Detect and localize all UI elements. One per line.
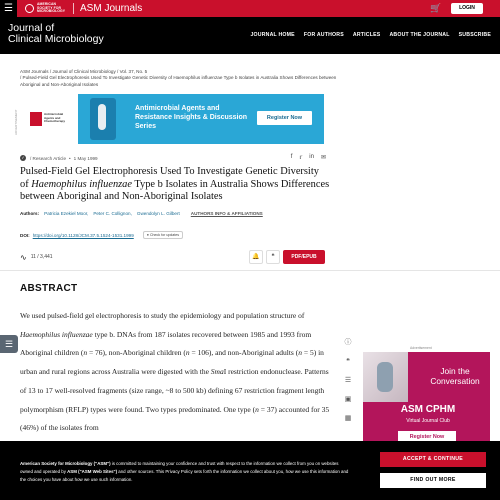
ad-journal-logo — [20, 94, 78, 144]
abstract-n: n — [255, 404, 259, 414]
nav-for-authors[interactable]: FOR AUTHORS — [303, 32, 344, 38]
article-date: 1 May 1999 — [73, 155, 98, 161]
check-for-updates-button[interactable]: ● Check for updates — [143, 231, 183, 239]
title-part2: Type b Isolates in Australia Shows Differences between Aboriginal and Non-Aboriginal Isolates — [20, 178, 330, 203]
section-divider — [0, 270, 500, 271]
article-meta — [20, 154, 326, 162]
side-ad-register-button[interactable]: Register Now — [398, 431, 456, 442]
check-circle-icon: ✓ — [21, 155, 25, 160]
journal-header — [0, 17, 500, 54]
article-title — [20, 166, 330, 204]
cookie-t2: and other sources. This Privacy Policy sets forth the information we collect about you, how we use this information and the choices you have about how we use such information. — [20, 469, 349, 482]
side-ad-subtitle: Virtual Journal Club — [406, 418, 450, 424]
quote-icon[interactable]: ❝ — [346, 358, 350, 365]
authors-label: Authors: — [20, 211, 40, 216]
cookie-banner — [0, 441, 500, 500]
login-button[interactable]: LOGIN — [451, 3, 483, 14]
asm-journals-link[interactable]: ASM Journals — [80, 3, 143, 14]
aac-logo-mark — [30, 112, 42, 126]
list-toggle-icon[interactable]: ☰ — [0, 335, 18, 353]
advertisement-label: Advertisement — [410, 346, 432, 350]
abstract-n: n — [298, 348, 302, 358]
abstract-n: n — [185, 348, 190, 358]
list-icon[interactable]: ☰ — [344, 377, 352, 384]
citation-metrics[interactable]: 11 / 3,441 — [30, 254, 53, 260]
author-link[interactable]: Gwendolyn L. Gilbert — [136, 211, 180, 216]
title-organism: Haemophilus influenzae — [31, 178, 132, 190]
side-ad[interactable] — [363, 352, 490, 442]
twitter-icon[interactable]: 𝕣 — [299, 155, 303, 161]
share-icons — [291, 154, 326, 161]
nav-subscribe[interactable]: SUBSCRIBE — [458, 32, 491, 38]
authors-row — [20, 211, 350, 216]
asm-logo[interactable] — [25, 3, 67, 14]
journal-title-line2: Clinical Microbiology — [8, 33, 104, 45]
breadcrumb — [20, 69, 340, 88]
cookie-t1: is committed to maintaining your confidence and trust with respect to the information we collect from you on websites owned and operated by — [20, 461, 339, 474]
cart-icon[interactable]: 🛒 — [430, 3, 442, 13]
abstract-heading: ABSTRACT — [20, 283, 78, 294]
doi-link[interactable]: https://doi.org/10.1128/JCM.37.5.1524-1531.1999 — [32, 232, 134, 238]
meta-separator: • — [69, 155, 71, 161]
doi-label: DOI: — [20, 232, 30, 238]
abstract-enzyme: Sma — [210, 367, 224, 377]
breadcrumb-line2: / Pulsed-Field Gel Electrophoresis Used To Investigate Genetic Diversity of Haemophilus influenzae Type b Isolates in Australia Shows Differences between Aboriginal and Non-Aboriginal Isolates — [20, 75, 337, 87]
side-tools — [340, 338, 356, 423]
bell-icon[interactable]: 🔔 — [249, 250, 263, 264]
image-icon[interactable]: ▣ — [344, 396, 352, 403]
abstract-s4: = 106), and non-Aboriginal adults ( — [189, 348, 299, 358]
authors-info-link[interactable]: AUTHORS INFO & AFFILIATIONS — [190, 211, 263, 216]
linkedin-icon[interactable]: in — [309, 154, 314, 160]
abstract-s1: We used pulsed-field gel electrophoresis to study the epidemiology and population structure of — [20, 311, 305, 320]
side-ad-join: Join the Conversation — [430, 366, 480, 386]
asm-top-bar — [0, 0, 500, 17]
breadcrumb-line1[interactable]: ASM Journals / Journal of Clinical Microbiology / Vol. 37, No. 5 — [20, 69, 148, 74]
cookie-web: ASM ("ASM Web Sites") — [67, 469, 118, 474]
microscope-image — [90, 98, 116, 140]
accept-continue-button[interactable]: ACCEPT & CONTINUE — [380, 452, 486, 467]
author-link[interactable]: Peter C. Collignon, — [93, 211, 132, 216]
title-part1: Pulsed-Field Gel Electrophoresis Used To Investigate Genetic Diversity of — [20, 166, 319, 190]
abstract-s6: I restriction endonuclease. Patterns of 13 to 17 well-resolved fragments (size range, ~8 to 500 kb) defining 67 restriction fragment length polymorphism (RFLP) types were found. Two types predominated. One type ( — [20, 367, 329, 414]
article-type: / Research Article — [30, 155, 66, 161]
cookie-org: American Society for Microbiology ("ASM") — [20, 461, 111, 466]
abstract-s7: = 37) accounted for 35 (46%) of the isolates from — [20, 404, 330, 433]
find-out-more-button[interactable]: FIND OUT MORE — [380, 473, 486, 488]
abstract-s2: type b. DNAs from 187 isolates recovered between 1985 and 1993 from Aboriginal children ( — [20, 329, 312, 358]
abstract-s5: = 5) in urban and rural regions across Australia were digested with the — [20, 348, 324, 377]
trending-icon[interactable]: ∿ — [20, 252, 27, 262]
nav-about-the-journal[interactable]: ABOUT THE JOURNAL — [389, 32, 450, 38]
email-icon[interactable]: ✉ — [320, 155, 326, 161]
nav-journal-home[interactable]: JOURNAL HOME — [250, 32, 295, 38]
quote-icon[interactable]: ❝ — [266, 250, 280, 264]
asm-logo-text: AMERICAN SOCIETY FOR MICROBIOLOGY — [37, 2, 66, 14]
ad-register-button[interactable]: Register Now — [257, 111, 312, 125]
facebook-icon[interactable]: f — [290, 154, 293, 160]
pdf-epub-button[interactable]: PDF/EPUB — [283, 250, 325, 264]
metrics-row — [20, 250, 325, 264]
cookie-text — [20, 460, 350, 484]
journal-title[interactable] — [8, 23, 104, 45]
abstract-text — [20, 307, 330, 438]
article-actions — [249, 250, 325, 264]
abstract-s3: = 76), non-Aboriginal children ( — [87, 348, 186, 358]
side-ad-title: ASM CPHM — [400, 404, 456, 415]
journal-title-line1: Journal of — [8, 22, 55, 34]
ad-banner[interactable] — [20, 94, 324, 144]
author-link[interactable]: Patricia Ezekiel Moor, — [44, 211, 89, 216]
aac-logo-text: Antimicrobial Agents and Chemotherapy — [44, 112, 66, 124]
journal-nav — [250, 32, 491, 38]
abstract-organism: Haemophilus influenzae — [20, 329, 93, 339]
nav-articles[interactable]: ARTICLES — [352, 32, 381, 38]
ad-photo — [363, 352, 408, 402]
asm-logo-mark — [25, 4, 34, 13]
doi-row — [20, 231, 183, 239]
menu-icon[interactable]: ☰ — [0, 0, 17, 17]
info-icon[interactable]: ⓘ — [344, 339, 352, 346]
table-icon[interactable]: ▦ — [344, 415, 352, 422]
advertisement-side-label: ADVERTISEMENT — [14, 109, 18, 135]
check-for-updates-label: Check for updates — [149, 233, 180, 237]
ad-title: Antimicrobial Agents and Resistance Insights & Discussion Series — [135, 105, 248, 130]
abstract-n: n — [83, 348, 88, 358]
topbar-divider — [73, 3, 74, 14]
